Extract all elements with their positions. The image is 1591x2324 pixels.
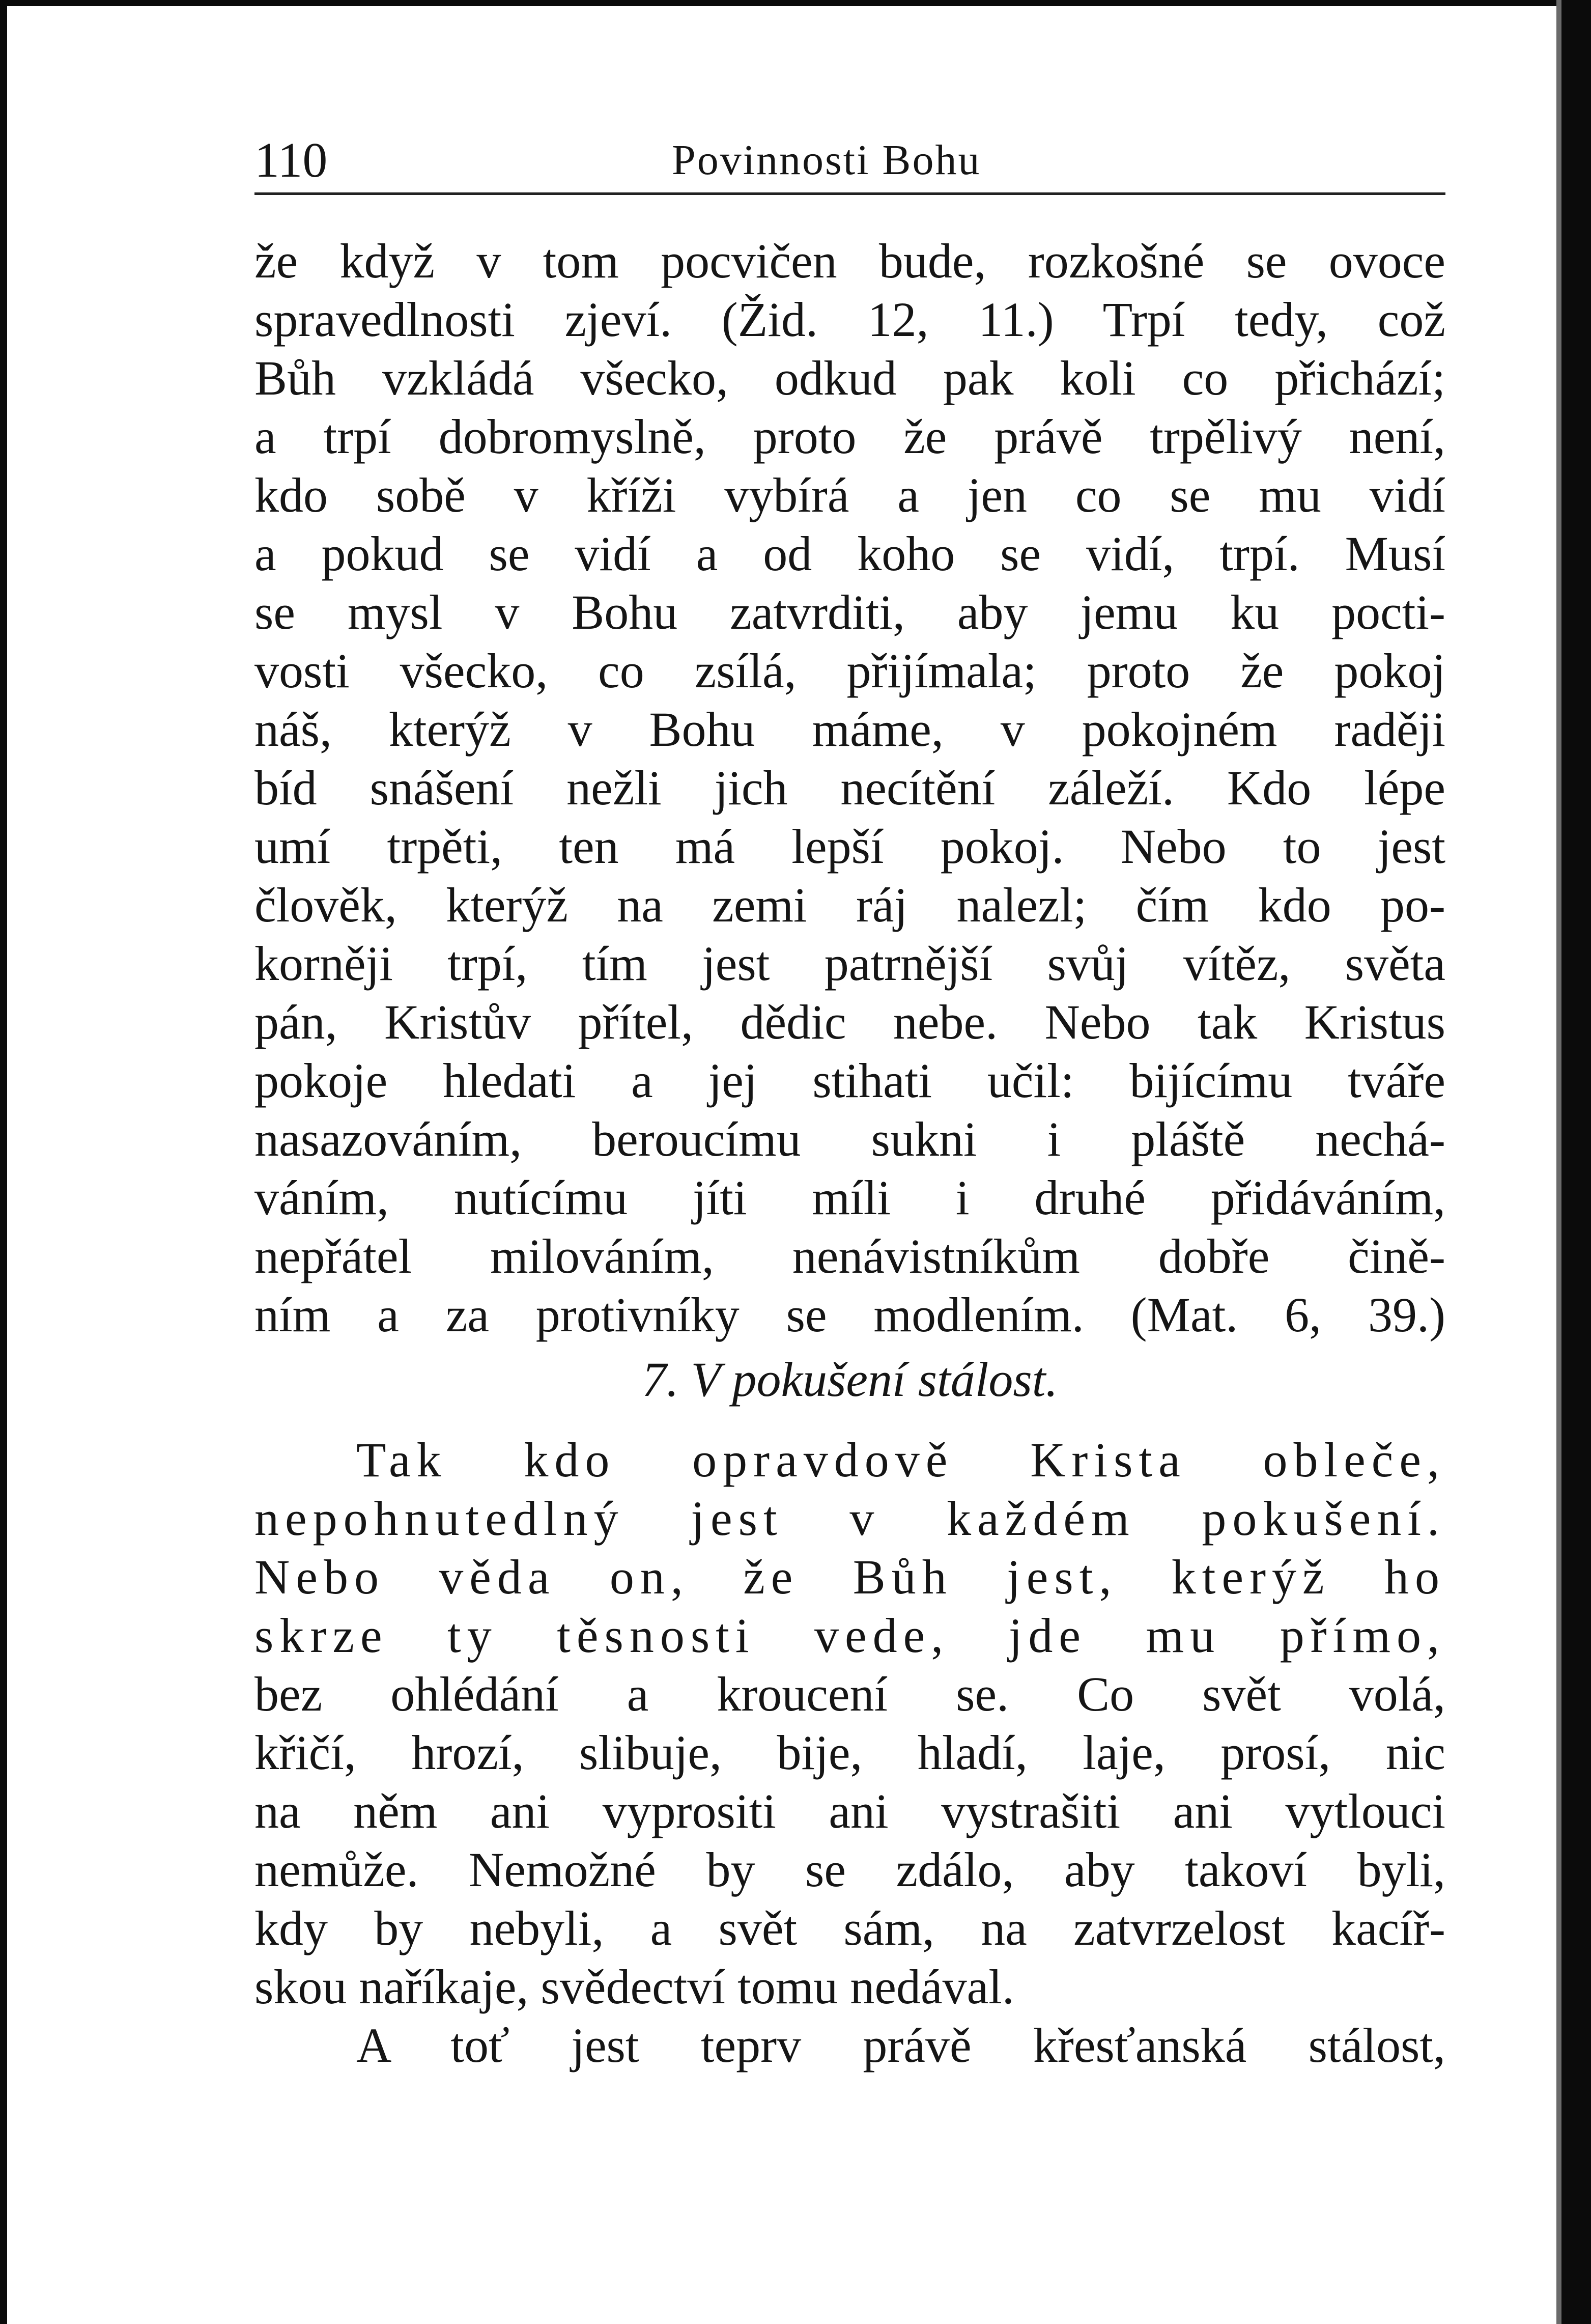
text-line: skrze ty těsnosti vede, jde mu přímo, bbox=[254, 1608, 1445, 1663]
text-line: člověk, kterýž na zemi ráj nalezl; čím kdo po- bbox=[254, 878, 1445, 932]
scan-border-top bbox=[0, 0, 1591, 6]
text-line: nemůže. Nemožné by se zdálo, aby takoví byli, bbox=[254, 1842, 1445, 1897]
text-line: skou naříkaje, svědectví tomu nedával. bbox=[254, 1959, 1014, 2014]
text-line: nepohnutedlný jest v každém pokušení. bbox=[254, 1491, 1445, 1546]
text-line: pokoje hledati a jej stihati učil: bijícímu tváře bbox=[254, 1053, 1445, 1108]
text-line: váním, nutícímu jíti míli i druhé přidáváním, bbox=[254, 1170, 1445, 1225]
text-line: A toť jest teprv právě křesťanská stálost, bbox=[356, 2018, 1445, 2073]
text-line: na něm ani vyprositi ani vystrašiti ani vytlouci bbox=[254, 1784, 1445, 1838]
header-rule bbox=[254, 192, 1445, 195]
text-line: spravedlnosti zjeví. (Žid. 12, 11.) Trpí tedy, což bbox=[254, 292, 1445, 347]
text-line: náš, kterýž v Bohu máme, v pokojném raději bbox=[254, 702, 1445, 757]
text-line: nasazováním, beroucímu sukni i pláště nechá- bbox=[254, 1112, 1445, 1166]
scan-border-right-shadow bbox=[1556, 0, 1561, 2324]
text-line: nepřátel milováním, nenávistníkům dobře čině- bbox=[254, 1229, 1445, 1283]
text-line: umí trpěti, ten má lepší pokoj. Nebo to jest bbox=[254, 819, 1445, 874]
paragraph-2 bbox=[254, 1431, 1445, 2016]
paragraph-3 bbox=[254, 2016, 1445, 2075]
section-heading: 7. V pokušení stálost. bbox=[642, 1352, 1058, 1407]
paragraph-1 bbox=[254, 232, 1445, 1344]
text-line: korněji trpí, tím jest patrnější svůj vítěz, světa bbox=[254, 936, 1445, 991]
text-line: se mysl v Bohu zatvrditi, aby jemu ku pocti- bbox=[254, 585, 1445, 639]
scan-border-right bbox=[1561, 0, 1591, 2324]
text-line: bíd snášení nežli jich necítění záleží. Kdo lépe bbox=[254, 761, 1445, 815]
text-line: Nebo věda on, že Bůh jest, kterýž ho bbox=[254, 1550, 1445, 1604]
text-line: ním a za protivníky se modlením. (Mat. 6, 39.) bbox=[254, 1287, 1445, 1342]
text-line: Bůh vzkládá všecko, odkud pak koli co přichází; bbox=[254, 351, 1445, 405]
text-line: a pokud se vidí a od koho se vidí, trpí. Musí bbox=[254, 526, 1445, 581]
text-line: kdy by nebyli, a svět sám, na zatvrzelost kacíř- bbox=[254, 1901, 1445, 1955]
page-number: 110 bbox=[254, 133, 328, 188]
page-header bbox=[254, 130, 1445, 191]
text-line: bez ohlédání a kroucení se. Co svět volá, bbox=[254, 1667, 1445, 1721]
scan-border-left bbox=[0, 0, 7, 2324]
text-line: pán, Kristův přítel, dědic nebe. Nebo tak Kristus bbox=[254, 995, 1445, 1049]
text-line: kdo sobě v kříži vybírá a jen co se mu vidí bbox=[254, 468, 1445, 522]
text-line: že když v tom pocvičen bude, rozkošné se ovoce bbox=[254, 234, 1445, 288]
text-line: Tak kdo opravdově Krista obleče, bbox=[356, 1433, 1445, 1487]
running-title: Povinnosti Bohu bbox=[672, 136, 981, 184]
text-line: a trpí dobromyslně, proto že právě trpělivý není, bbox=[254, 409, 1445, 464]
text-line: křičí, hrozí, slibuje, bije, hladí, laje, prosí, nic bbox=[254, 1725, 1445, 1780]
text-line: vosti všecko, co zsílá, přijímala; proto že pokoj bbox=[254, 643, 1445, 698]
